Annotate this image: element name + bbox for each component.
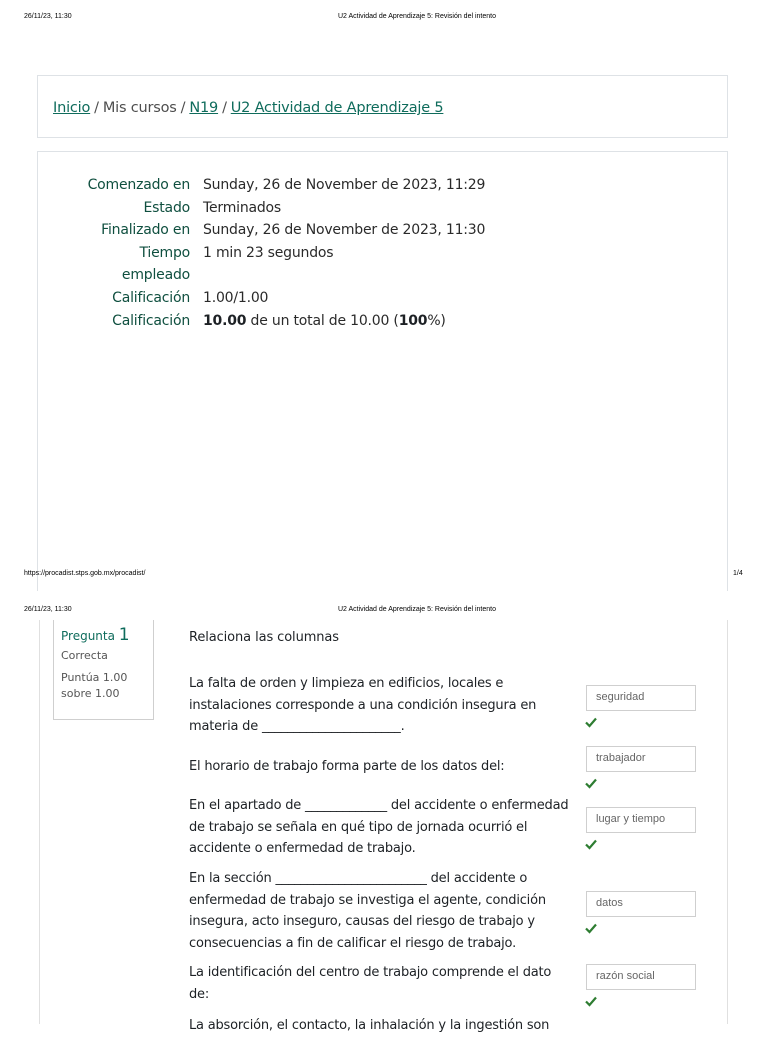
time-label xyxy=(50,242,190,286)
answer-select[interactable]: datos xyxy=(586,891,696,917)
question-number: 1 xyxy=(118,625,130,645)
breadcrumb-my-courses: Mis cursos xyxy=(102,100,177,116)
match-row-text: La identificación del centro de trabajo comprende el dato de: xyxy=(189,965,552,1002)
breadcrumb-separator: / xyxy=(94,100,99,116)
check-icon xyxy=(585,922,597,934)
print-title: U2 Actividad de Aprendizaje 5: Revisión del intento xyxy=(338,13,496,20)
print-title-page2: U2 Actividad de Aprendizaje 5: Revisión del intento xyxy=(338,606,496,613)
started-value: Sunday, 26 de November de 2023, 11:29 xyxy=(203,177,486,193)
started-label: Comenzado en xyxy=(87,177,190,193)
answer-select[interactable]: seguridad xyxy=(586,685,696,711)
match-row-text: La falta de orden y limpieza en edificios, locales e instalaciones corresponde a una condición insegura en materia de ______________________. xyxy=(189,676,537,734)
question-prompt: Relaciona las columnas xyxy=(189,630,339,645)
breadcrumb-activity-link[interactable]: U2 Actividad de Aprendizaje 5 xyxy=(230,100,444,116)
marks-label: Calificación xyxy=(112,290,190,306)
answer-select[interactable]: razón social xyxy=(586,964,696,990)
match-row-text: La absorción, el contacto, la inhalación y la ingestión son xyxy=(189,1018,550,1033)
question-label: Pregunta xyxy=(61,629,115,643)
question-title xyxy=(61,626,146,645)
answer-select[interactable]: trabajador xyxy=(586,746,696,772)
match-row-text: En la sección ________________________ del accidente o enfermedad de trabajo se investiga el agente, condición insegura, acto inseguro, causas del riesgo de trabajo y consecuencias a fin de calificar el riesgo de trabajo. xyxy=(189,871,546,951)
content-border-right xyxy=(727,620,728,1024)
question-state: Correcta xyxy=(61,649,108,662)
grade-total: de un total de 10.00 ( xyxy=(246,313,399,329)
marks-value: 1.00/1.00 xyxy=(203,290,269,306)
breadcrumb-separator: / xyxy=(180,100,186,116)
time-label-line2: empleado xyxy=(121,267,190,283)
answer-select[interactable]: lugar y tiempo xyxy=(586,807,696,833)
state-label: Estado xyxy=(143,200,190,216)
print-datetime-page2: 26/11/23, 11:30 xyxy=(24,606,72,613)
print-url: https://procadist.stps.gob.mx/procadist/ xyxy=(24,570,146,577)
grade-label: Calificación xyxy=(112,313,190,329)
breadcrumb-container xyxy=(37,75,728,138)
content-border-left xyxy=(39,620,40,1024)
check-icon xyxy=(585,838,597,850)
match-row-text: El horario de trabajo forma parte de los datos del: xyxy=(189,759,505,774)
finished-label: Finalizado en xyxy=(101,222,190,238)
check-icon xyxy=(585,777,597,789)
grade-value xyxy=(203,310,446,332)
question-info xyxy=(53,620,154,720)
match-row-text: En el apartado de _____________ del accidente o enfermedad de trabajo se señala en qué tipo de jornada ocurrió el accidente o enfermedad de trabajo. xyxy=(189,798,569,856)
breadcrumb-course-link[interactable]: N19 xyxy=(189,100,219,116)
finished-value: Sunday, 26 de November de 2023, 11:30 xyxy=(203,222,486,238)
state-value: Terminados xyxy=(203,200,282,216)
grade-end: %) xyxy=(427,313,446,329)
print-datetime: 26/11/23, 11:30 xyxy=(24,13,72,20)
check-icon xyxy=(585,995,597,1007)
time-value: 1 min 23 segundos xyxy=(203,245,334,261)
print-page-number: 1/4 xyxy=(733,570,743,577)
time-label-line1: Tiempo xyxy=(139,245,190,261)
question-grade: Puntúa 1.00 sobre 1.00 xyxy=(61,671,128,700)
attempt-summary xyxy=(37,151,728,591)
grade-points: 10.00 xyxy=(203,313,247,329)
breadcrumb xyxy=(53,100,443,116)
breadcrumb-separator: / xyxy=(222,100,227,116)
breadcrumb-home-link[interactable]: Inicio xyxy=(53,100,91,116)
grade-percent: 100 xyxy=(398,313,428,329)
check-icon xyxy=(585,716,597,728)
